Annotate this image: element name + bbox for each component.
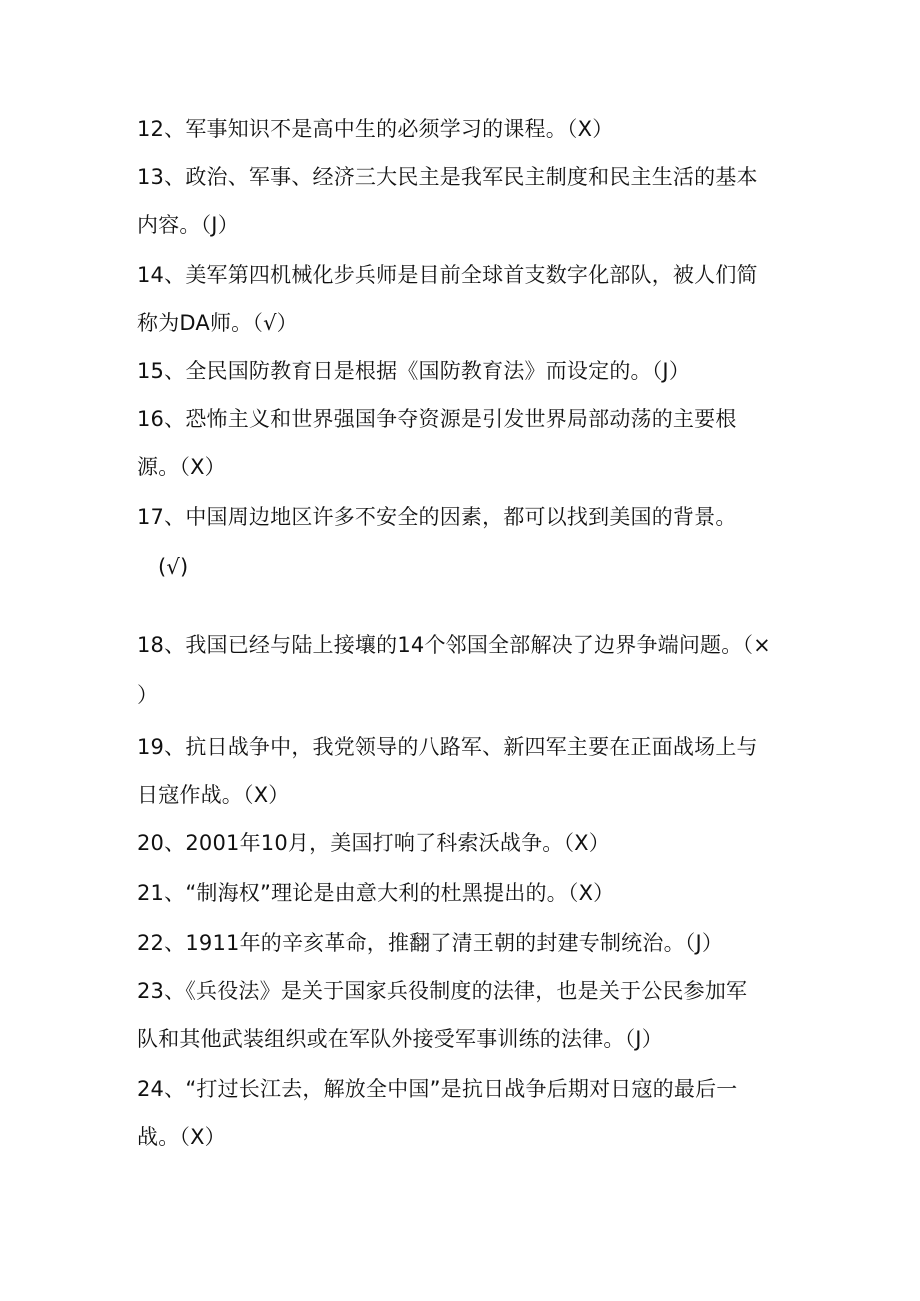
item-21-line-1: 21、“制海权”理论是由意大利的杜黑提出的。（X） xyxy=(137,881,615,905)
item-18-line-2: ） xyxy=(137,683,159,707)
item-16-line-1: 16、恐怖主义和世界强国争夺资源是引发世界局部动荡的主要根 xyxy=(137,407,737,431)
item-12-line-1: 12、军事知识不是高中生的必须学习的课程。（X） xyxy=(137,117,614,141)
item-17-line-1: 17、中国周边地区许多不安全的因素，都可以找到美国的背景。 xyxy=(137,505,737,529)
item-13-line-1: 13、政治、军事、经济三大民主是我军民主制度和民主生活的基本 xyxy=(137,165,758,189)
item-20-line-1: 20、2001年10月，美国打响了科索沃战争。（X） xyxy=(137,831,610,855)
item-23-line-2: 队和其他武装组织或在军队外接受军事训练的法律。（J） xyxy=(137,1027,663,1051)
item-22-line-1: 22、1911年的辛亥革命，推翻了清王朝的封建专制统治。（J） xyxy=(137,931,724,955)
item-19-line-2: 日寇作战。（X） xyxy=(137,783,290,807)
item-17-line-2: (√) xyxy=(158,555,189,579)
item-18-line-1: 18、我国已经与陆上接壤的14个邻国全部解决了边界争端问题。（× xyxy=(137,633,771,657)
item-19-line-1: 19、抗日战争中，我党领导的八路军、新四军主要在正面战场上与 xyxy=(137,735,758,759)
item-13-line-2: 内容。（J） xyxy=(137,213,239,237)
item-24-line-2: 战。（X） xyxy=(137,1125,226,1149)
item-16-line-2: 源。（X） xyxy=(137,455,226,479)
item-15-line-1: 15、全民国防教育日是根据《国防教育法》而设定的。（J） xyxy=(137,359,691,383)
item-14-line-1: 14、美军第四机械化步兵师是目前全球首支数字化部队，被人们简 xyxy=(137,263,758,287)
item-14-line-2: 称为DA师。（√） xyxy=(137,311,298,335)
item-23-line-1: 23、《兵役法》是关于国家兵役制度的法律，也是关于公民参加军 xyxy=(137,979,748,1003)
item-24-line-1: 24、“打过长江去，解放全中国”是抗日战争后期对日寇的最后一 xyxy=(137,1077,738,1101)
